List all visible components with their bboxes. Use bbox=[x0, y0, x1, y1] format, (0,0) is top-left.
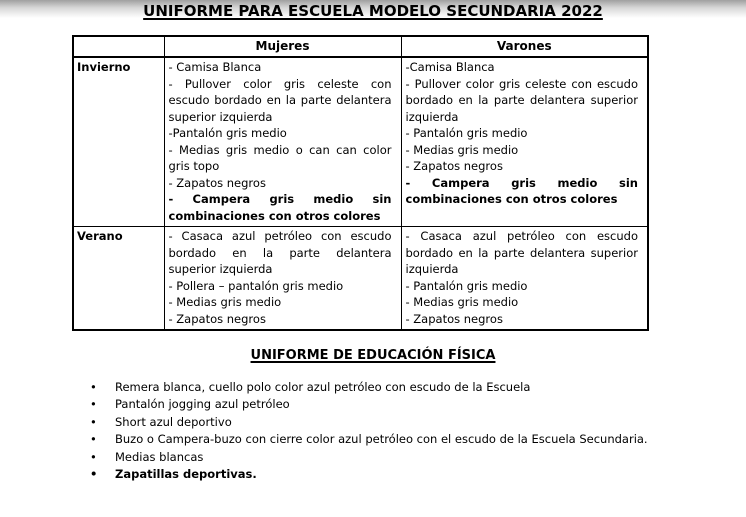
uniform-item: - Pollera – pantalón gris medio bbox=[168, 278, 344, 293]
uniform-item: - Campera gris medio sin combinaciones con otros colores bbox=[168, 192, 392, 223]
uniform-item: - Medias gris medio bbox=[168, 295, 282, 309]
table-row-verano bbox=[73, 227, 648, 331]
pe-item-text: Buzo o Campera-buzo con cierre color azul petróleo con el escudo de la Escuela Secundaria. bbox=[115, 432, 648, 447]
table-header-varones: Varones bbox=[401, 36, 648, 57]
uniform-item: - Pullover color gris celeste con escudo bordado en la parte delantera superior izquierda bbox=[168, 76, 392, 124]
pe-item-text: Short azul deportivo bbox=[115, 414, 232, 429]
uniform-item: -Camisa Blanca bbox=[405, 60, 495, 74]
table-header-mujeres: Mujeres bbox=[164, 36, 401, 57]
cell-invierno-varones bbox=[401, 57, 648, 227]
table-header-empty bbox=[73, 36, 164, 57]
uniform-item: - Zapatos negros bbox=[168, 175, 266, 190]
uniform-item: - Medias gris medio bbox=[405, 295, 519, 309]
cell-verano-varones bbox=[401, 227, 648, 331]
pe-item-text: Remera blanca, cuello polo color azul petróleo con escudo de la Escuela bbox=[115, 380, 531, 394]
uniform-item: - Zapatos negros bbox=[405, 159, 503, 173]
pe-section-title: UNIFORME DE EDUCACIÓN FÍSICA bbox=[250, 348, 496, 363]
row-label-verano: Verano bbox=[73, 227, 164, 331]
pe-uniform-list bbox=[0, 379, 746, 483]
pe-list-item bbox=[90, 431, 746, 448]
uniform-item: - Camisa Blanca bbox=[168, 60, 262, 74]
bullet-icon: • bbox=[90, 414, 97, 429]
uniform-table bbox=[72, 35, 649, 331]
uniform-item: - Pantalón gris medio bbox=[405, 126, 528, 140]
uniform-item: - Pullover color gris celeste con escudo bordado en la parte delantera superior izquierda bbox=[405, 76, 638, 124]
bullet-icon: • bbox=[90, 467, 98, 482]
pe-list-item bbox=[90, 449, 746, 466]
uniform-item: - Medias gris medio o can can color gris topo bbox=[168, 142, 392, 173]
table-row-invierno bbox=[73, 57, 648, 227]
uniform-item: - Zapatos negros bbox=[168, 311, 266, 326]
bullet-icon: • bbox=[90, 432, 97, 447]
pe-item-text: Pantalón jogging azul petróleo bbox=[115, 397, 290, 412]
uniform-item: - Medias gris medio bbox=[405, 142, 519, 157]
table-header-row bbox=[73, 36, 648, 57]
bullet-icon: • bbox=[90, 380, 97, 394]
page-title: UNIFORME PARA ESCUELA MODELO SECUNDARIA 2022 bbox=[143, 2, 603, 20]
uniform-item: -Pantalón gris medio bbox=[168, 126, 287, 140]
pe-list-item bbox=[90, 466, 746, 483]
uniform-item: - Zapatos negros bbox=[405, 311, 503, 326]
uniform-item: - Campera gris medio sin combinaciones con otros colores bbox=[405, 175, 638, 206]
pe-item-text: Zapatillas deportivas. bbox=[115, 467, 257, 482]
uniform-item: - Casaca azul petróleo con escudo bordado en la parte delantera superior izquierda bbox=[405, 229, 638, 276]
uniform-item: - Casaca azul petróleo con escudo bordado en la parte delantera superior izquierda bbox=[168, 229, 392, 276]
pe-list-item bbox=[90, 396, 746, 413]
cell-verano-mujeres bbox=[164, 227, 401, 331]
bullet-icon: • bbox=[90, 397, 97, 412]
pe-item-text: Medias blancas bbox=[115, 449, 204, 464]
row-label-invierno: Invierno bbox=[73, 57, 164, 227]
pe-list-item bbox=[90, 379, 746, 396]
uniform-item: - Pantalón gris medio bbox=[405, 278, 528, 293]
pe-list-item bbox=[90, 414, 746, 431]
bullet-icon: • bbox=[90, 449, 97, 464]
cell-invierno-mujeres bbox=[164, 57, 401, 227]
